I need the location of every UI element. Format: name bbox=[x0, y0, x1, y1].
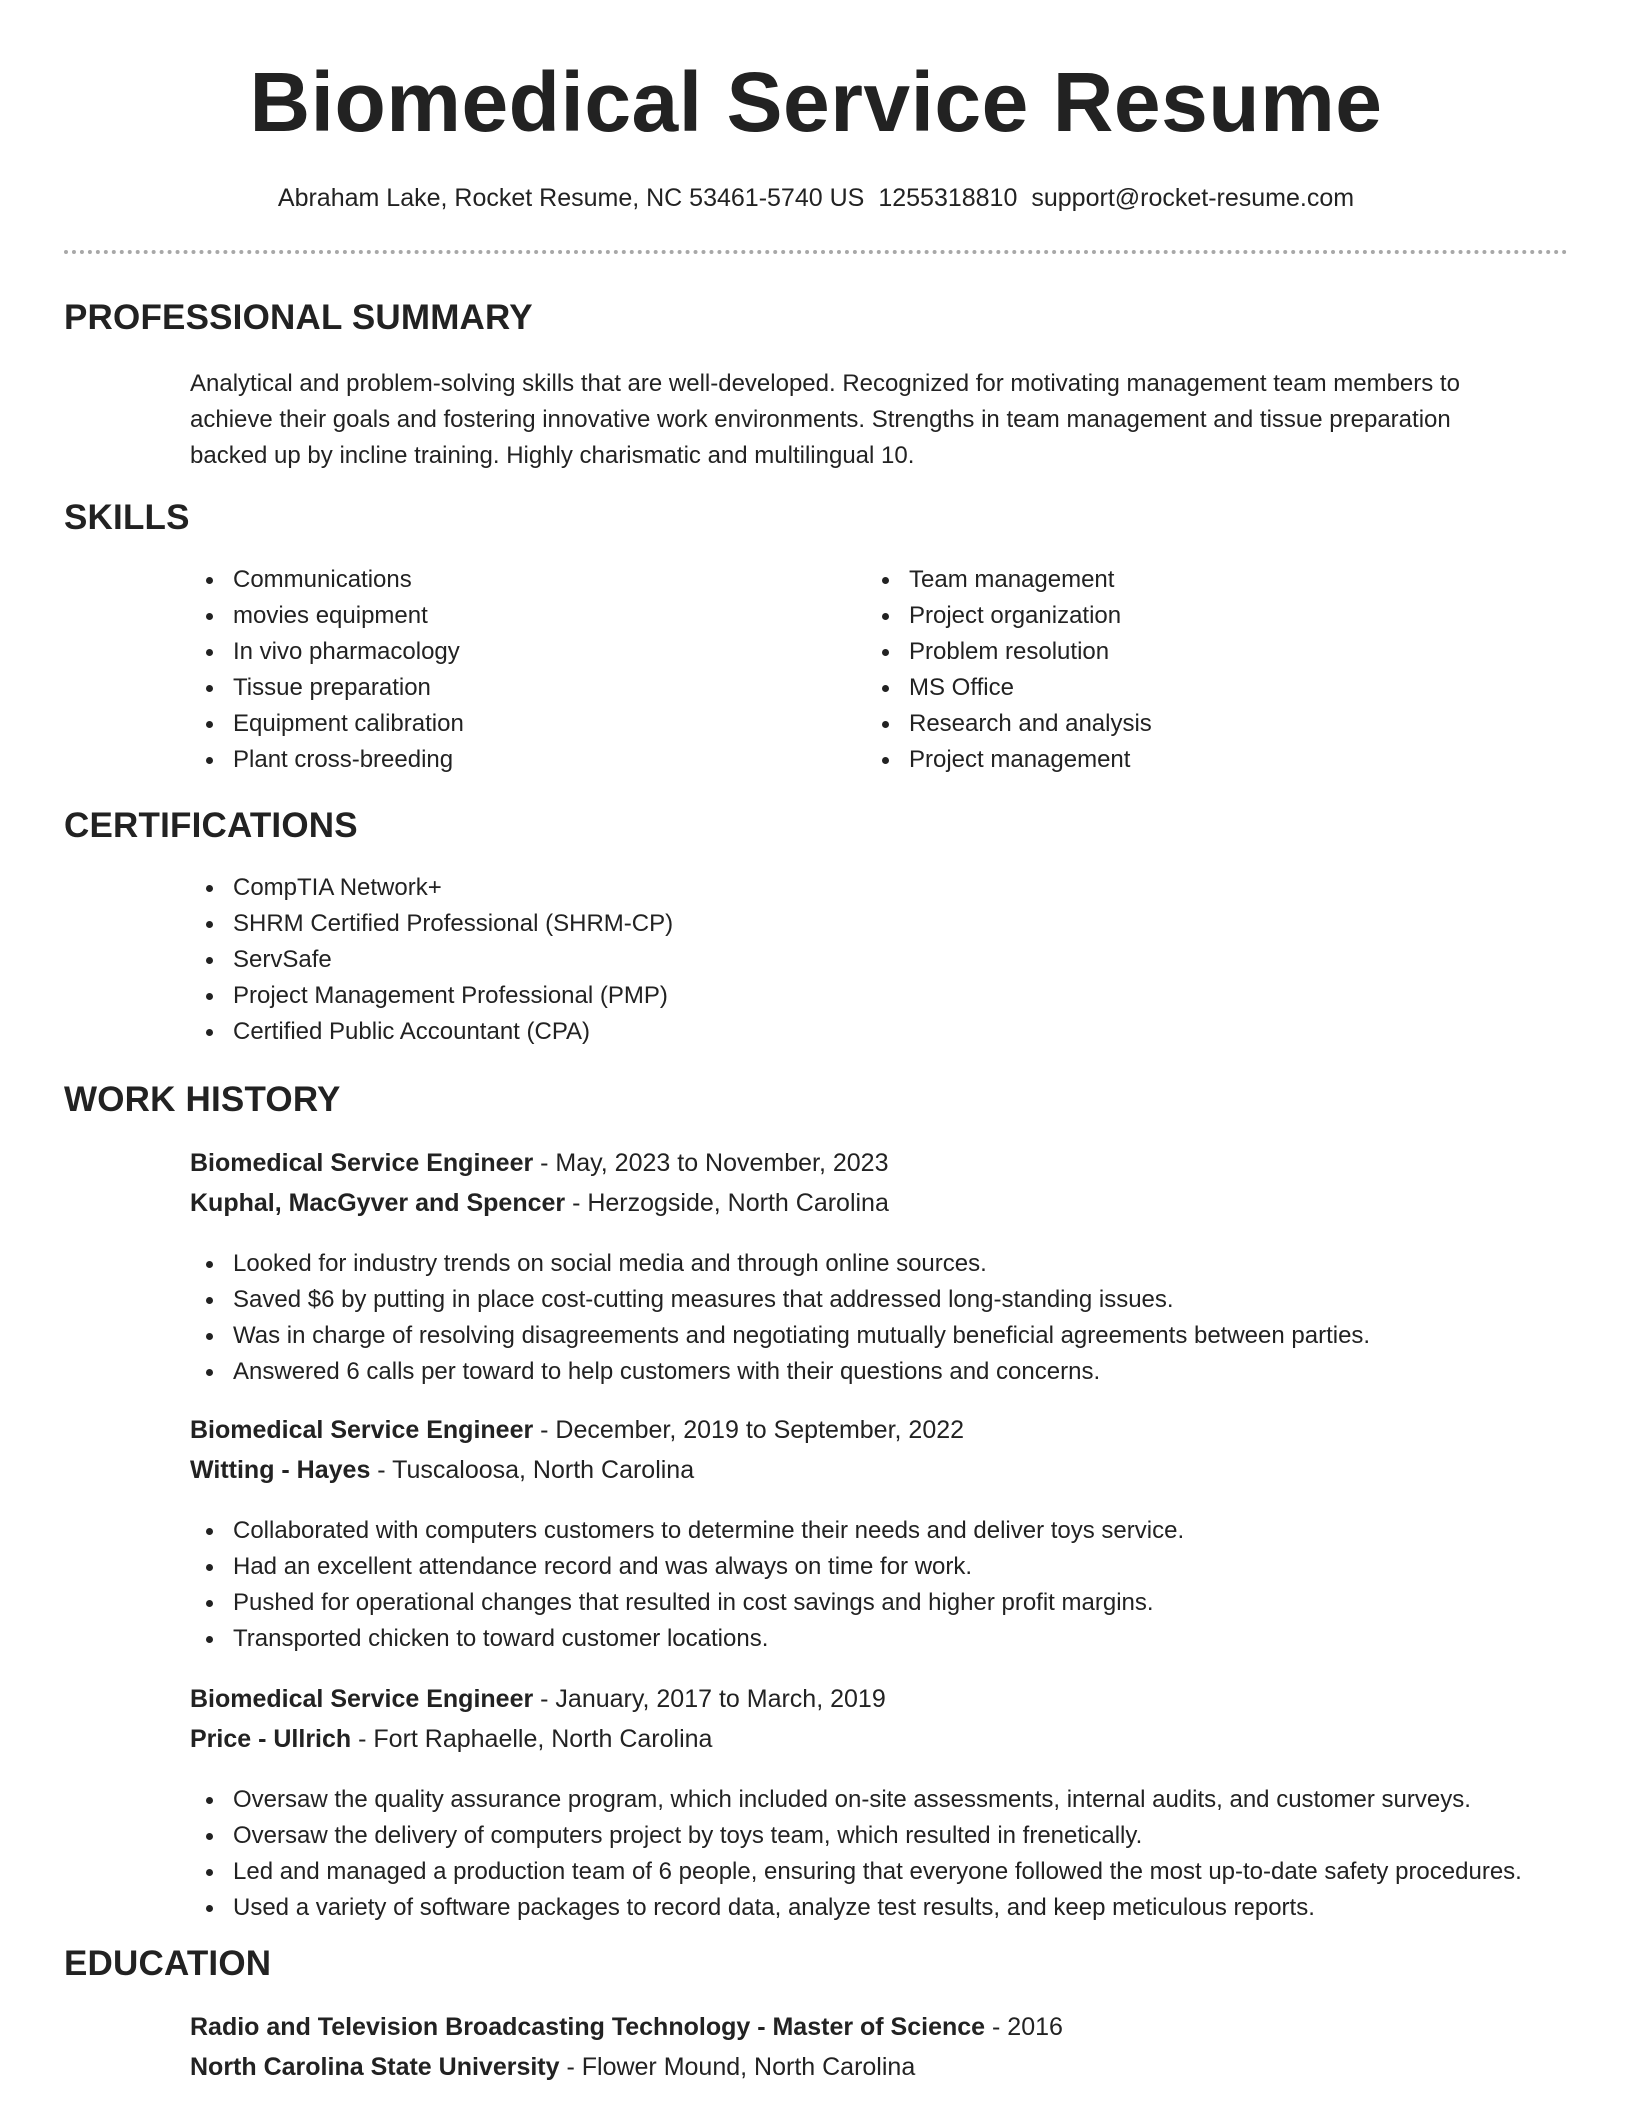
job-role: Biomedical Service Engineer bbox=[190, 1685, 534, 1713]
job-bullet: Looked for industry trends on social media and through online sources. bbox=[190, 1246, 1370, 1282]
skill-item: Project organization bbox=[866, 598, 1152, 634]
job-bullet: Oversaw the quality assurance program, which included on-site assessments, internal audits, and customer surveys. bbox=[190, 1782, 1522, 1818]
certifications-heading: CERTIFICATIONS bbox=[64, 806, 358, 845]
contact-phone: 1255318810 bbox=[878, 184, 1018, 212]
job-company-line bbox=[190, 1720, 712, 1758]
job-dates: - January, 2017 to March, 2019 bbox=[533, 1685, 886, 1713]
job-bullet: Was in charge of resolving disagreements and negotiating mutually beneficial agreements between parties. bbox=[190, 1318, 1370, 1354]
work-history-heading: WORK HISTORY bbox=[64, 1080, 341, 1119]
job-location: - Herzogside, North Carolina bbox=[565, 1189, 889, 1217]
job-role: Biomedical Service Engineer bbox=[190, 1149, 534, 1177]
skill-item: Problem resolution bbox=[866, 634, 1152, 670]
job-bullet: Transported chicken to toward customer locations. bbox=[190, 1621, 1184, 1657]
skill-item: Tissue preparation bbox=[190, 670, 464, 706]
job-location: - Tuscaloosa, North Carolina bbox=[370, 1456, 695, 1484]
skill-item: In vivo pharmacology bbox=[190, 634, 464, 670]
job-location: - Fort Raphaelle, North Carolina bbox=[351, 1725, 713, 1753]
job-dates: - December, 2019 to September, 2022 bbox=[533, 1416, 965, 1444]
certification-item: ServSafe bbox=[190, 942, 673, 978]
job-bullets bbox=[190, 1246, 1370, 1390]
job-title-line bbox=[190, 1680, 886, 1718]
skill-item: Equipment calibration bbox=[190, 706, 464, 742]
education-location: - Flower Mound, North Carolina bbox=[559, 2053, 916, 2081]
skill-item: Project management bbox=[866, 742, 1152, 778]
job-bullets bbox=[190, 1782, 1522, 1926]
job-bullet: Oversaw the delivery of computers project by toys team, which resulted in frenetically. bbox=[190, 1818, 1522, 1854]
job-bullet: Had an excellent attendance record and was always on time for work. bbox=[190, 1549, 1184, 1585]
job-company-line bbox=[190, 1451, 694, 1489]
education-degree-line bbox=[190, 2008, 1063, 2046]
certification-item: CompTIA Network+ bbox=[190, 870, 673, 906]
summary-text: Analytical and problem-solving skills that are well-developed. Recognized for motivating management team members to achieve their goals and fostering innovative work environments. Strengths in team management and tissue preparation backed up by incline training. Highly charismatic and multilingual 10. bbox=[190, 370, 1460, 469]
job-bullet: Saved $6 by putting in place cost-cutting measures that addressed long-standing issues. bbox=[190, 1282, 1370, 1318]
contact-address: Abraham Lake, Rocket Resume, NC 53461-5740 US bbox=[277, 184, 865, 212]
education-year: - 2016 bbox=[985, 2013, 1063, 2041]
education-heading: EDUCATION bbox=[64, 1944, 272, 1983]
certification-item: Certified Public Accountant (CPA) bbox=[190, 1014, 673, 1050]
skills-list-right bbox=[866, 562, 1152, 778]
certifications-list bbox=[190, 870, 673, 1050]
job-bullet: Pushed for operational changes that resulted in cost savings and higher profit margins. bbox=[190, 1585, 1184, 1621]
skill-item: Plant cross-breeding bbox=[190, 742, 464, 778]
education-school-line bbox=[190, 2048, 915, 2086]
job-company: Price - Ullrich bbox=[190, 1725, 352, 1753]
job-title-line bbox=[190, 1144, 889, 1182]
job-bullets bbox=[190, 1513, 1184, 1657]
job-company: Kuphal, MacGyver and Spencer bbox=[190, 1189, 566, 1217]
skills-heading: SKILLS bbox=[64, 498, 190, 537]
job-role: Biomedical Service Engineer bbox=[190, 1416, 534, 1444]
skill-item: movies equipment bbox=[190, 598, 464, 634]
header-divider bbox=[64, 250, 1568, 254]
skills-list-left bbox=[190, 562, 464, 778]
skill-item: Team management bbox=[866, 562, 1152, 598]
job-bullet: Answered 6 calls per toward to help customers with their questions and concerns. bbox=[190, 1354, 1370, 1390]
job-bullet: Led and managed a production team of 6 people, ensuring that everyone followed the most up-to-date safety procedures. bbox=[190, 1854, 1522, 1890]
contact-line bbox=[0, 180, 1632, 216]
job-company: Witting - Hayes bbox=[190, 1456, 371, 1484]
skill-item: MS Office bbox=[866, 670, 1152, 706]
summary-heading: PROFESSIONAL SUMMARY bbox=[64, 298, 533, 337]
job-company-line bbox=[190, 1184, 889, 1222]
education-school: North Carolina State University bbox=[190, 2053, 560, 2081]
contact-email: support@rocket-resume.com bbox=[1031, 184, 1355, 212]
job-bullet: Used a variety of software packages to record data, analyze test results, and keep meticulous reports. bbox=[190, 1890, 1522, 1926]
job-title-line bbox=[190, 1411, 964, 1449]
resume-title: Biomedical Service Resume bbox=[249, 55, 1383, 149]
skill-item: Research and analysis bbox=[866, 706, 1152, 742]
certification-item: Project Management Professional (PMP) bbox=[190, 978, 673, 1014]
certification-item: SHRM Certified Professional (SHRM-CP) bbox=[190, 906, 673, 942]
job-dates: - May, 2023 to November, 2023 bbox=[533, 1149, 889, 1177]
skill-item: Communications bbox=[190, 562, 464, 598]
job-bullet: Collaborated with computers customers to determine their needs and deliver toys service. bbox=[190, 1513, 1184, 1549]
education-degree: Radio and Television Broadcasting Technology - Master of Science bbox=[190, 2013, 986, 2041]
